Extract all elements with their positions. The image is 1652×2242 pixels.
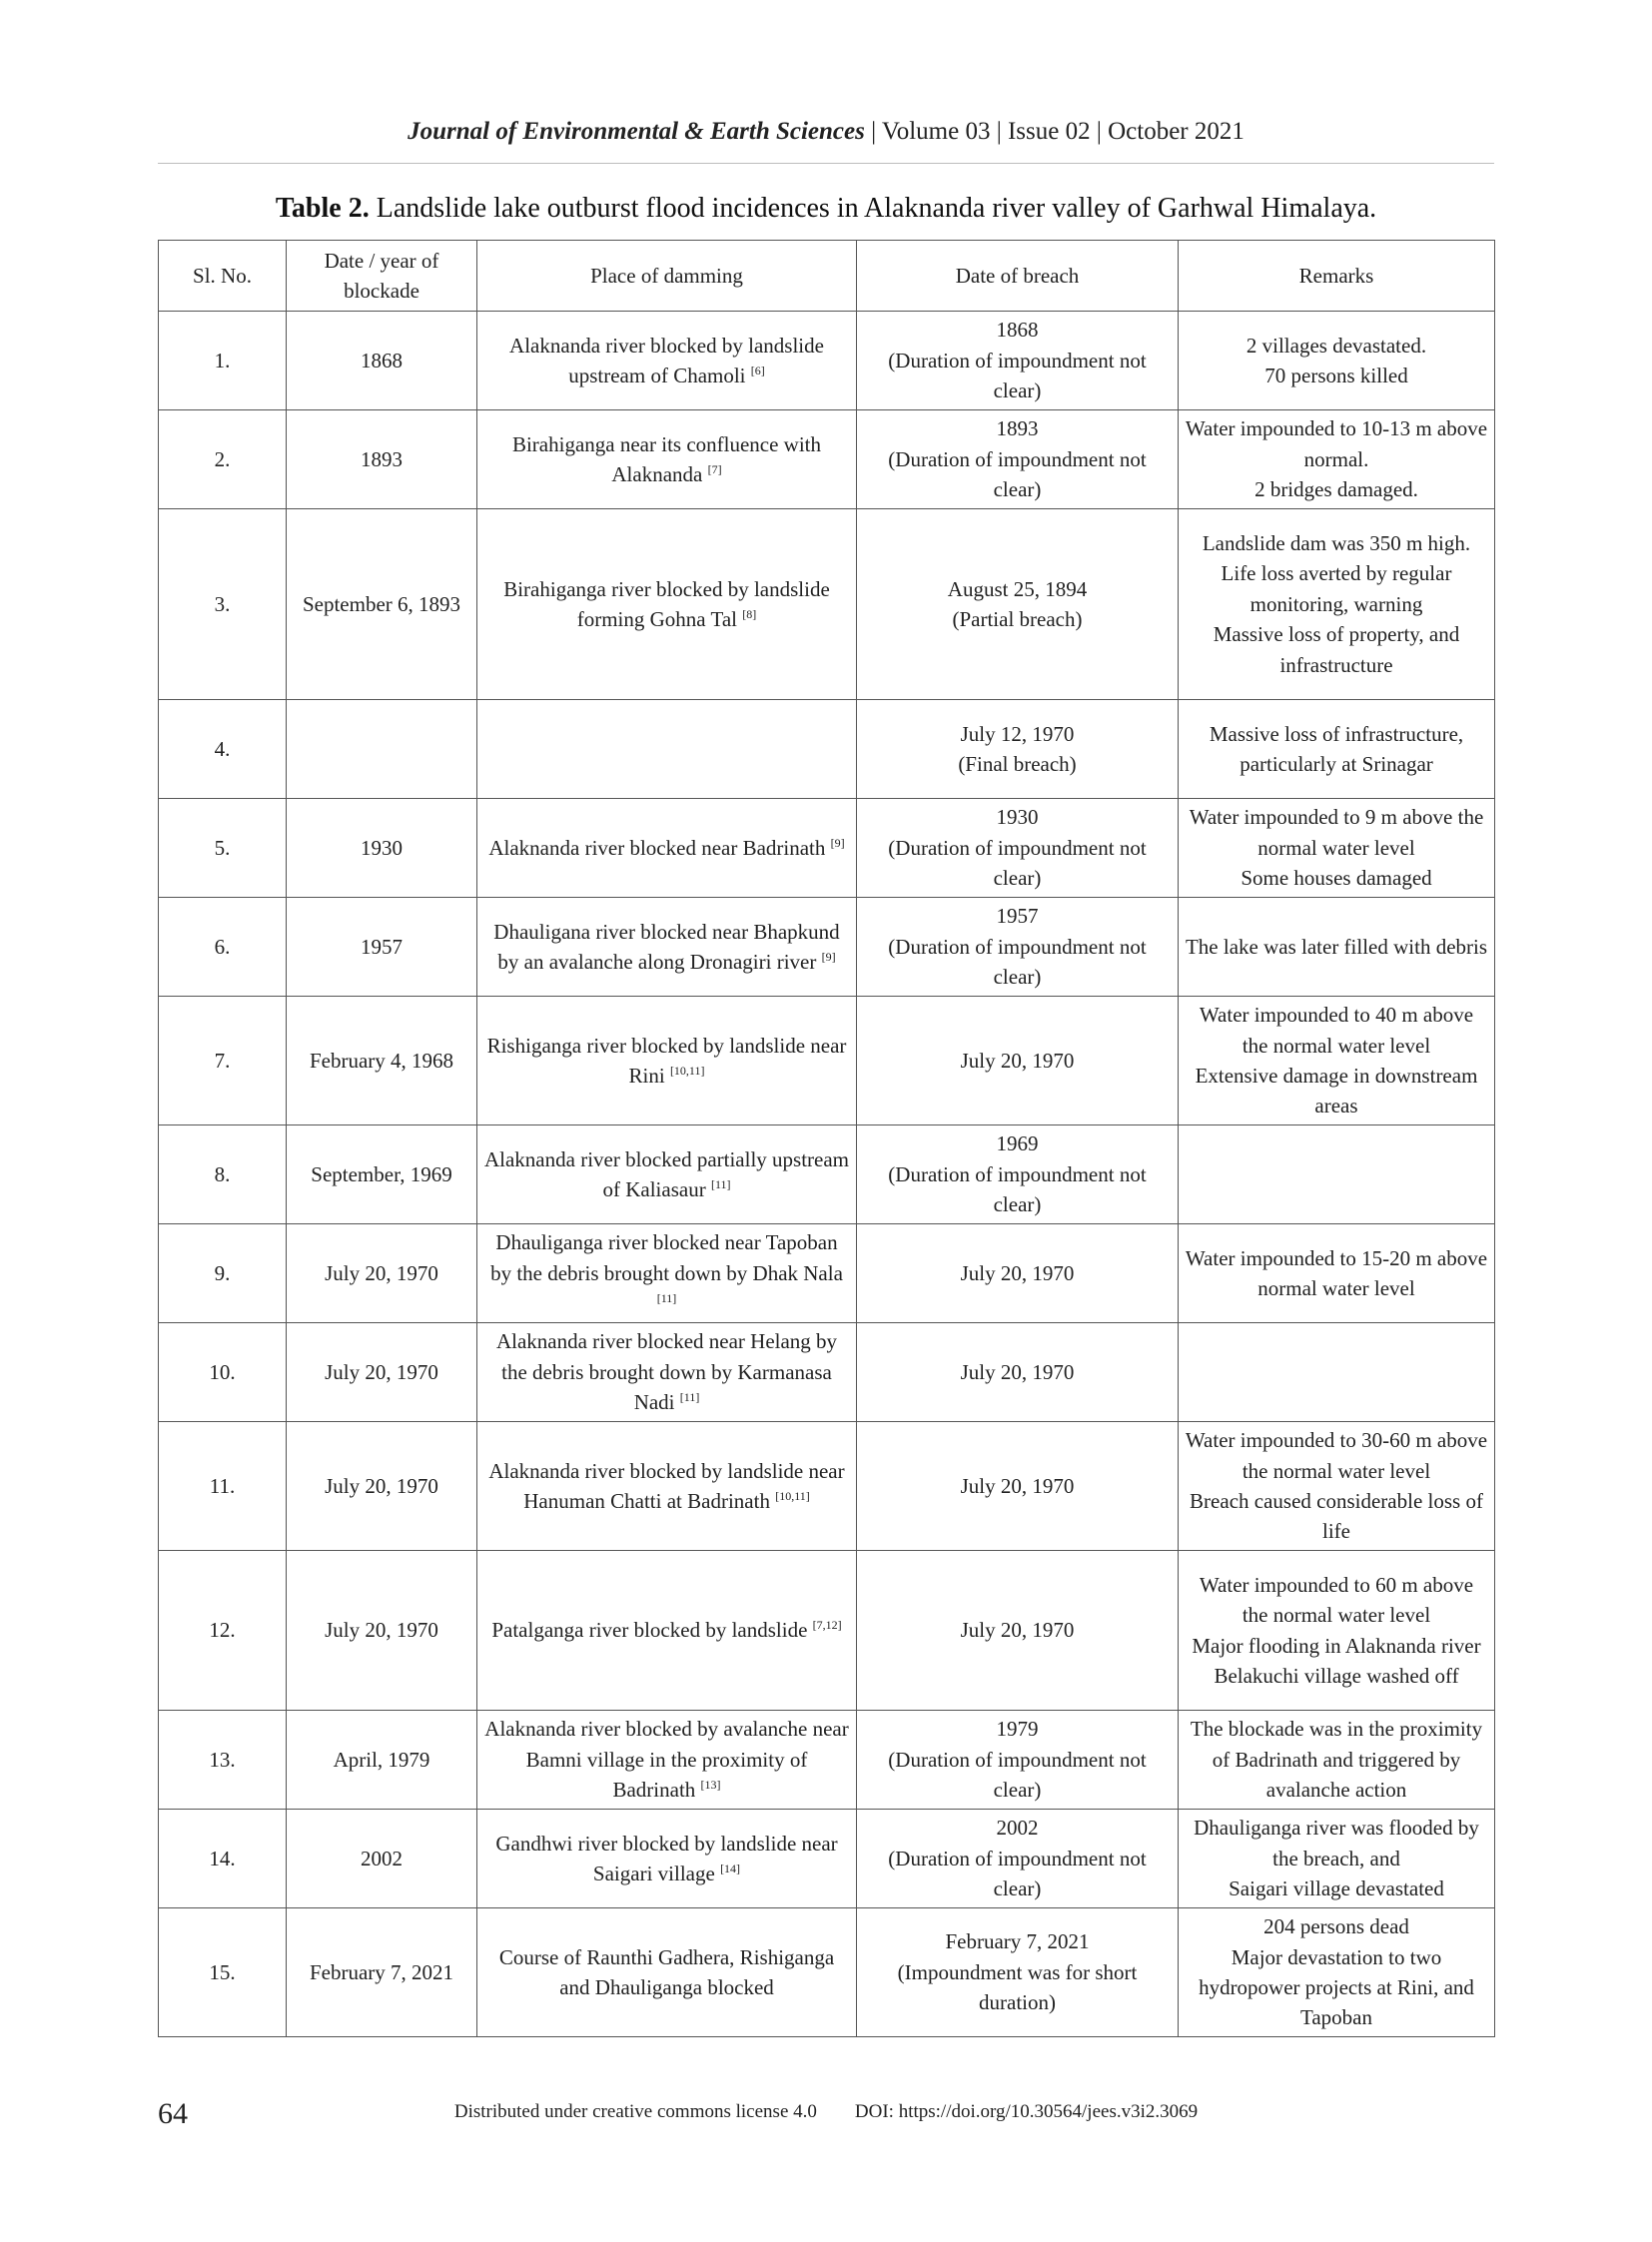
cell-breach xyxy=(857,1711,1179,1810)
breach-line: (Final breach) xyxy=(958,752,1077,776)
remarks-line: The lake was later filled with debris xyxy=(1185,934,1488,959)
cell-sl-no: 6. xyxy=(159,898,287,997)
breach-line: (Duration of impoundment not clear) xyxy=(888,934,1147,990)
breach-line: (Duration of impoundment not clear) xyxy=(888,1161,1147,1217)
table-body xyxy=(159,312,1495,2037)
place-text: Patalganga river blocked by landslide xyxy=(491,1618,808,1643)
table-row xyxy=(159,1908,1495,2037)
breach-line: 1957 xyxy=(996,904,1039,929)
place-text: Birahiganga near its confluence with Alaknanda xyxy=(511,431,822,486)
table-row xyxy=(159,1551,1495,1711)
cell-date-blockade: February 4, 1968 xyxy=(287,997,477,1125)
cell-date-blockade: 1957 xyxy=(287,898,477,997)
remarks-line: Water impounded to 10-13 m above normal. xyxy=(1185,416,1488,471)
citation-ref: [7,12] xyxy=(812,1618,842,1633)
remarks-line: Massive loss of property, and infrastructure xyxy=(1213,622,1460,677)
cell-remarks xyxy=(1179,1422,1495,1551)
cell-remarks xyxy=(1179,799,1495,898)
cell-sl-no: 15. xyxy=(159,1908,287,2037)
cell-place xyxy=(477,1711,857,1810)
breach-line: (Partial breach) xyxy=(952,607,1083,631)
cell-breach xyxy=(857,1422,1179,1551)
cell-breach xyxy=(857,1551,1179,1711)
remarks-line: Dhauliganga river was flooded by the breach, and xyxy=(1194,1816,1479,1870)
cell-remarks xyxy=(1179,312,1495,410)
breach-line: 1930 xyxy=(996,805,1039,830)
breach-line: (Duration of impoundment not clear) xyxy=(888,348,1147,403)
cell-place xyxy=(477,799,857,898)
license-text: Distributed under creative commons license 4.0 xyxy=(453,2101,817,2122)
cell-sl-no: 7. xyxy=(159,997,287,1125)
table-label: Table 2. xyxy=(275,193,370,224)
cell-place xyxy=(477,1224,857,1323)
place-text: Dhauliganga river blocked near Tapoban by the debris brought down by Dhak Nala xyxy=(490,1230,843,1285)
cell-place xyxy=(477,1422,857,1551)
breach-line: 1979 xyxy=(996,1717,1039,1742)
cell-place xyxy=(477,1908,857,2037)
citation-ref: [7] xyxy=(707,462,722,476)
doi-text: DOI: https://doi.org/10.30564/jees.v3i2.3069 xyxy=(854,2101,1199,2122)
cell-date-blockade: 1930 xyxy=(287,799,477,898)
remarks-line: Major devastation to two hydropower projects at Rini, and Tapoban xyxy=(1199,1944,1474,2030)
remarks-line: Breach caused considerable loss of life xyxy=(1190,1489,1483,1544)
cell-breach xyxy=(857,700,1179,799)
journal-name: Journal of Environmental & Earth Sciences xyxy=(408,118,865,145)
table-row xyxy=(159,410,1495,509)
cell-place xyxy=(477,700,857,799)
page-number: 64 xyxy=(158,2097,188,2130)
cell-breach xyxy=(857,799,1179,898)
cell-breach xyxy=(857,509,1179,700)
cell-date-blockade: 1868 xyxy=(287,312,477,410)
place-text: Rishiganga river blocked by landslide near Rini xyxy=(486,1033,847,1088)
header-divider xyxy=(158,163,1494,164)
cell-date-blockade: July 20, 1970 xyxy=(287,1422,477,1551)
citation-ref: [9] xyxy=(821,950,836,964)
cell-remarks xyxy=(1179,1323,1495,1422)
place-text: Gandhwi river blocked by landslide near Saigari village xyxy=(495,1831,838,1885)
breach-line: July 20, 1970 xyxy=(960,1048,1075,1073)
cell-breach xyxy=(857,410,1179,509)
breach-line: 1893 xyxy=(996,416,1039,441)
col-header-place: Place of damming xyxy=(477,241,857,312)
cell-date-blockade: September, 1969 xyxy=(287,1125,477,1224)
table-row xyxy=(159,1810,1495,1908)
cell-remarks xyxy=(1179,997,1495,1125)
cell-sl-no: 13. xyxy=(159,1711,287,1810)
place-text: Dhauligana river blocked near Bhapkund by an avalanche along Dronagiri river xyxy=(493,919,840,974)
cell-remarks xyxy=(1179,700,1495,799)
breach-line: July 20, 1970 xyxy=(960,1473,1075,1498)
remarks-line: The blockade was in the proximity of Badrinath and triggered by avalanche action xyxy=(1190,1717,1483,1803)
cell-sl-no: 3. xyxy=(159,509,287,700)
citation-ref: [11] xyxy=(710,1177,731,1191)
breach-line: August 25, 1894 xyxy=(947,576,1088,601)
landslide-table xyxy=(158,240,1495,2037)
cell-breach xyxy=(857,997,1179,1125)
cell-breach xyxy=(857,1224,1179,1323)
citation-ref: [10,11] xyxy=(669,1064,705,1078)
breach-line: 1868 xyxy=(996,318,1039,343)
table-title: Landslide lake outburst flood incidences in Alaknanda river valley of Garhwal Himalaya. xyxy=(369,193,1377,224)
citation-ref: [8] xyxy=(742,607,757,621)
col-header-date-blockade: Date / year of blockade xyxy=(287,241,477,312)
table-row xyxy=(159,312,1495,410)
remarks-line: Water impounded to 40 m above the normal water level xyxy=(1199,1003,1474,1058)
remarks-line: Water impounded to 15-20 m above normal water level xyxy=(1185,1245,1488,1300)
remarks-line: 2 bridges damaged. xyxy=(1254,477,1418,502)
remarks-line: 2 villages devastated. xyxy=(1245,333,1427,358)
cell-date-blockade: July 20, 1970 xyxy=(287,1551,477,1711)
cell-breach xyxy=(857,1125,1179,1224)
cell-date-blockade: 1893 xyxy=(287,410,477,509)
cell-breach xyxy=(857,898,1179,997)
table-header-row xyxy=(159,241,1495,312)
cell-date-blockade xyxy=(287,700,477,799)
cell-remarks xyxy=(1179,1224,1495,1323)
place-text: Course of Raunthi Gadhera, Rishiganga and Dhauliganga blocked xyxy=(498,1944,835,1999)
cell-date-blockade: September 6, 1893 xyxy=(287,509,477,700)
cell-sl-no: 9. xyxy=(159,1224,287,1323)
cell-breach xyxy=(857,1323,1179,1422)
cell-sl-no: 8. xyxy=(159,1125,287,1224)
cell-sl-no: 4. xyxy=(159,700,287,799)
cell-sl-no: 1. xyxy=(159,312,287,410)
citation-ref: [13] xyxy=(700,1778,721,1793)
breach-line: 1969 xyxy=(996,1131,1039,1156)
cell-sl-no: 14. xyxy=(159,1810,287,1908)
remarks-line: Major flooding in Alaknanda river xyxy=(1192,1633,1481,1658)
citation-ref: [11] xyxy=(656,1291,677,1306)
remarks-line: Landslide dam was 350 m high. xyxy=(1202,530,1471,555)
citation-ref: [9] xyxy=(830,835,845,850)
remarks-line: Massive loss of infrastructure, particularly at Srinagar xyxy=(1209,721,1464,776)
place-text: Alaknanda river blocked by landslide near Hanuman Chatti at Badrinath xyxy=(488,1458,845,1513)
cell-place xyxy=(477,1810,857,1908)
breach-line: July 20, 1970 xyxy=(960,1618,1075,1643)
cell-remarks xyxy=(1179,1711,1495,1810)
breach-line: (Duration of impoundment not clear) xyxy=(888,446,1147,502)
remarks-line: 70 persons killed xyxy=(1264,364,1408,387)
breach-line: February 7, 2021 xyxy=(945,1929,1090,1954)
citation-ref: [6] xyxy=(750,364,765,377)
breach-line: (Duration of impoundment not clear) xyxy=(888,1846,1147,1901)
running-header xyxy=(158,118,1494,146)
cell-sl-no: 2. xyxy=(159,410,287,509)
col-header-sl-no: Sl. No. xyxy=(159,241,287,312)
cell-place xyxy=(477,410,857,509)
breach-line: July 20, 1970 xyxy=(960,1260,1075,1285)
cell-remarks xyxy=(1179,1810,1495,1908)
cell-breach xyxy=(857,1810,1179,1908)
table-row xyxy=(159,509,1495,700)
place-text: Alaknanda river blocked partially upstream of Kaliasaur xyxy=(483,1146,850,1201)
breach-line: July 12, 1970 xyxy=(960,721,1075,746)
cell-remarks xyxy=(1179,1908,1495,2037)
table-row xyxy=(159,1711,1495,1810)
breach-line: (Duration of impoundment not clear) xyxy=(888,835,1147,891)
table-row xyxy=(159,1224,1495,1323)
cell-sl-no: 12. xyxy=(159,1551,287,1711)
table-row xyxy=(159,1323,1495,1422)
remarks-line: 204 persons dead xyxy=(1263,1914,1409,1939)
cell-place xyxy=(477,312,857,410)
cell-place xyxy=(477,1323,857,1422)
place-text: Alaknanda river blocked by avalanche near Bamni village in the proximity of Badrinath xyxy=(484,1717,849,1803)
table-row xyxy=(159,898,1495,997)
cell-date-blockade: July 20, 1970 xyxy=(287,1224,477,1323)
cell-place xyxy=(477,1125,857,1224)
place-text: Alaknanda river blocked by landslide upstream of Chamoli xyxy=(509,333,824,387)
place-text: Birahiganga river blocked by landslide forming Gohna Tal xyxy=(503,576,830,631)
remarks-line: Extensive damage in downstream areas xyxy=(1195,1064,1478,1119)
cell-sl-no: 5. xyxy=(159,799,287,898)
remarks-line: Saigari village devastated xyxy=(1229,1876,1444,1901)
breach-line: July 20, 1970 xyxy=(960,1359,1075,1384)
remarks-line: Water impounded to 30-60 m above the normal water level xyxy=(1185,1428,1488,1483)
cell-sl-no: 11. xyxy=(159,1422,287,1551)
remarks-line: Belakuchi village washed off xyxy=(1214,1663,1459,1688)
cell-sl-no: 10. xyxy=(159,1323,287,1422)
breach-line: (Impoundment was for short duration) xyxy=(897,1959,1138,2015)
cell-breach xyxy=(857,1908,1179,2037)
cell-place xyxy=(477,509,857,700)
citation-ref: [14] xyxy=(720,1862,741,1875)
issue-info: | Volume 03 | Issue 02 | October 2021 xyxy=(864,118,1244,145)
cell-place xyxy=(477,898,857,997)
remarks-line: Water impounded to 9 m above the normal water level xyxy=(1189,805,1484,860)
place-text: Alaknanda river blocked near Helang by the debris brought down by Karmanasa Nadi xyxy=(495,1329,838,1415)
cell-remarks xyxy=(1179,1125,1495,1224)
col-header-remarks: Remarks xyxy=(1179,241,1495,312)
citation-ref: [10,11] xyxy=(775,1489,810,1503)
footer-info xyxy=(158,2101,1494,2123)
remarks-line: Some houses damaged xyxy=(1240,866,1432,891)
cell-date-blockade: July 20, 1970 xyxy=(287,1323,477,1422)
table-row xyxy=(159,997,1495,1125)
table-caption xyxy=(158,193,1494,225)
table-row xyxy=(159,799,1495,898)
breach-line: (Duration of impoundment not clear) xyxy=(888,1747,1147,1803)
remarks-line: Water impounded to 60 m above the normal water level xyxy=(1199,1572,1474,1628)
remarks-line: Life loss averted by regular monitoring, warning xyxy=(1221,561,1452,616)
table-row xyxy=(159,700,1495,799)
citation-ref: [11] xyxy=(679,1390,700,1405)
table-row xyxy=(159,1422,1495,1551)
breach-line: 2002 xyxy=(996,1816,1039,1841)
cell-remarks xyxy=(1179,509,1495,700)
cell-remarks xyxy=(1179,410,1495,509)
place-text: Alaknanda river blocked near Badrinath xyxy=(488,835,826,860)
col-header-breach: Date of breach xyxy=(857,241,1179,312)
cell-date-blockade: February 7, 2021 xyxy=(287,1908,477,2037)
cell-remarks xyxy=(1179,898,1495,997)
cell-remarks xyxy=(1179,1551,1495,1711)
cell-place xyxy=(477,1551,857,1711)
cell-place xyxy=(477,997,857,1125)
table-row xyxy=(159,1125,1495,1224)
cell-date-blockade: 2002 xyxy=(287,1810,477,1908)
cell-date-blockade: April, 1979 xyxy=(287,1711,477,1810)
cell-breach xyxy=(857,312,1179,410)
